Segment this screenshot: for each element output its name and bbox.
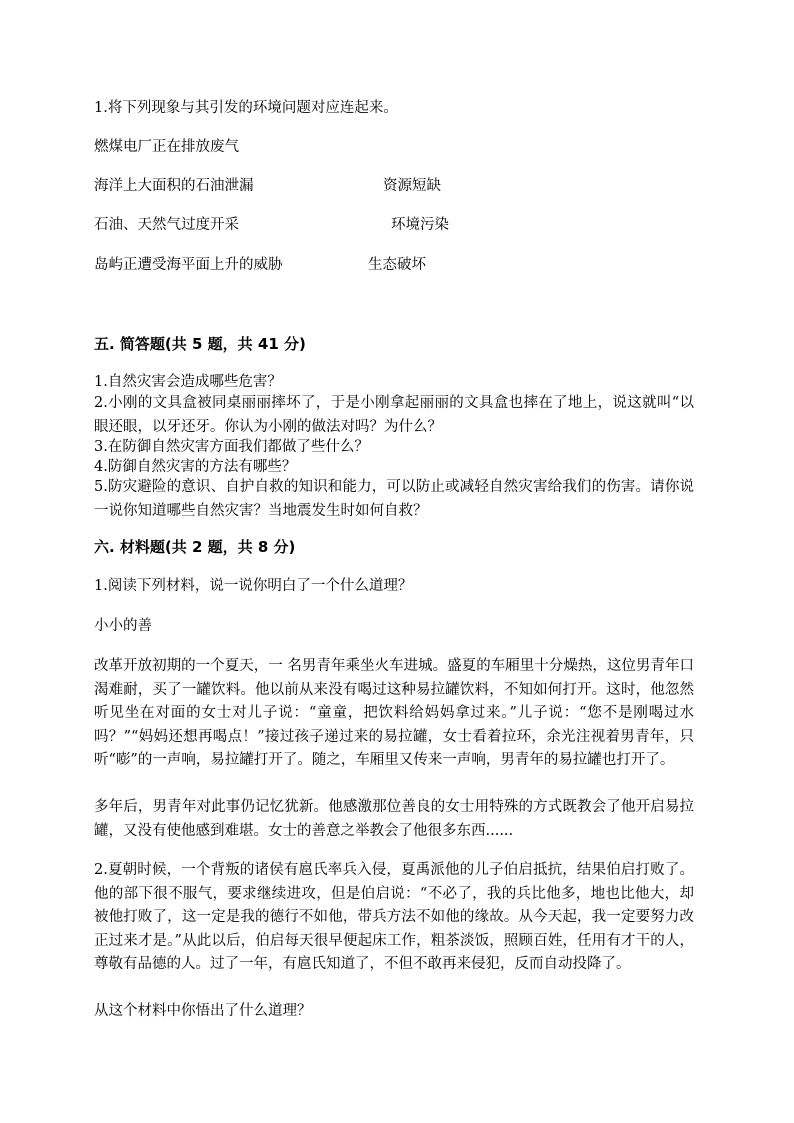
question-item: 1.自然灾害会造成哪些危害？ <box>94 374 282 390</box>
matching-left-item: 岛屿正遭受海平面上升的威胁 <box>94 257 283 273</box>
question-item: 1.阅读下列材料，说一说你明白了一个什么道理？ <box>94 578 413 594</box>
question-item: 从这个材料中你悟出了什么道理？ <box>94 1003 312 1019</box>
matching-left-item: 海洋上大面积的石油泄漏 <box>94 178 254 194</box>
question-item: 2.小刚的文具盒被同桌丽丽摔坏了，于是小刚拿起丽丽的文具盒也摔在了地上，说这就叫“以眼还眼，以牙还牙。你认为小刚的做法对吗？为什么？ <box>94 395 694 435</box>
question-item: 4.防御自然灾害的方法有哪些？ <box>94 459 297 475</box>
matching-right-item: 生态破坏 <box>368 257 426 273</box>
matching-question: 1.将下列现象与其引发的环境问题对应连起来。 <box>94 100 398 116</box>
story-paragraph: 改革开放初期的一个夏天，一 名男青年乘坐火车进城。盛夏的车厢里十分燥热，这位男青年口渴难耐，买了一罐饮料。他以前从来没有喝过这种易拉罐饮料，不知如何打开。这时，他忽然听见坐在对面的女士对儿子说：“童童，把饮料给妈妈拿过来。”儿子说：“您不是刚喝过水吗？”“妈妈还想再喝点！”接过孩子递过来的易拉罐，女士看着拉环，余光注视着男青年，只听“嘭”的一声响，易拉罐打开了。随之，车厢里又传来一声响，男青年的易拉罐也打开了。 <box>94 658 694 768</box>
question-item: 3.在防御自然灾害方面我们都做了些什么？ <box>94 439 369 455</box>
story-paragraph: 多年后，男青年对此事仍记忆犹新。他感激那位善良的女士用特殊的方式既教会了他开启易拉罐，又没有使他感到难堪。女士的善意之举教会了他很多东西...... <box>94 799 694 839</box>
matching-right-item: 环境污染 <box>391 217 449 233</box>
matching-right-item: 资源短缺 <box>383 178 441 194</box>
question-item: 2.夏朝时候，一个背叛的诸侯有扈氏率兵入侵，夏禹派他的儿子伯启抵抗，结果伯启打败了。他的部下很不服气，要求继续进攻，但是伯启说：“不必了，我的兵比他多，地也比他大，却被他打败了，这一定是我的德行不如他，带兵方法不如他的缘故。从今天起，我一定要努力改正过来才是。”从此以后，伯启每天很早便起床工作，粗茶淡饭，照顾百姓，任用有才干的人，尊敬有品德的人。过了一年，有扈氏知道了，不但不敢再来侵犯，反而自动投降了。 <box>94 862 694 972</box>
matching-left-item: 燃煤电厂正在排放废气 <box>94 139 239 155</box>
question-item: 5.防灾避险的意识、自护自救的知识和能力，可以防止或减轻自然灾害给我们的伤害。请你说一说你知道哪些自然灾害？当地震发生时如何自救？ <box>94 479 694 519</box>
story-title: 小小的善 <box>94 618 152 634</box>
section-title: 五. 简答题(共 5 题，共 41 分) <box>94 335 306 353</box>
matching-left-item: 石油、天然气过度开采 <box>94 217 239 233</box>
section-title: 六. 材料题(共 2 题，共 8 分) <box>94 538 296 556</box>
